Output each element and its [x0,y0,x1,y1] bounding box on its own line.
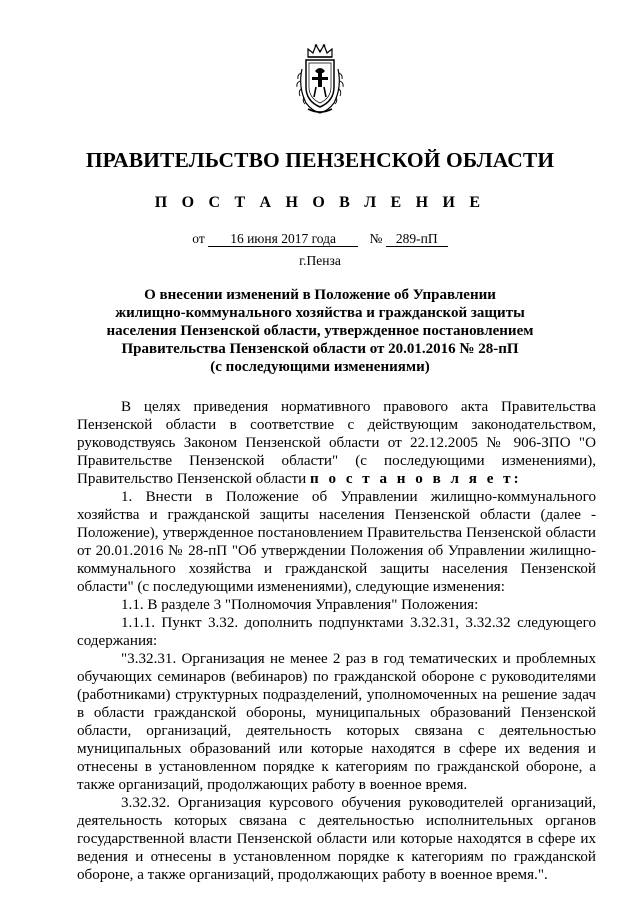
title-line: О внесении изменений в Положение об Управлении [144,287,496,303]
document-title [100,286,540,376]
title-line: (с последующими изменениями) [210,359,430,375]
resolves-word: п о с т а н о в л я е т: [310,471,522,487]
paragraph: 3.32.32. Организация курсового обучения руководителей организаций, деятельность которых связана с деятельностью исполнительных органов государственной власти Пензенской области или которые находятся в сфере их ведения и отнесены в установленном порядке к категориям по гражданской обороне, а также организаций, продолжающих работу в военное время.". [77,795,596,883]
title-line: Правительства Пензенской области от 20.01.2016 № 28-пП [121,341,519,357]
paragraph: 1.1. В разделе 3 "Полномочия Управления" Положения: [121,597,479,613]
title-line: жилищно-коммунального хозяйства и гражданской защиты [115,305,525,321]
document-date: 16 июня 2017 года [208,232,358,247]
document-number: 289-пП [386,232,448,247]
title-line: населения Пензенской области, утвержденное постановлением [106,323,534,339]
coat-of-arms-emblem [294,43,346,115]
date-number-line [0,231,640,247]
date-prefix: от [192,231,205,246]
paragraph: "3.32.31. Организация не менее 2 раз в год тематических и проблемных обучающих семинаров (вебинаров) по гражданской обороне с руководителями (работниками) структурных подразделений, уполномоченных на решение задач в области гражданской обороны, муниципальных образований Пензенской области, организаций, деятельность которых связана с деятельностью муниципальных образований или которые находятся в сфере их ведения и отнесены в установленном порядке к категориям по гражданской обороне, а также организаций, продолжающих работу в военное время. [77,651,596,793]
document-type: П О С Т А Н О В Л Е Н И Е [154,194,486,211]
city: г.Пенза [299,253,341,268]
organization-name: ПРАВИТЕЛЬСТВО ПЕНЗЕНСКОЙ ОБЛАСТИ [85,148,555,172]
paragraph: 1. Внести в Положение об Управлении жилищно-коммунального хозяйства и гражданской защиты населения Пензенской области (далее - Положение), утвержденное постановлением Правительства Пензенской области от 20.01.2016 № 28-пП "Об утверждении Положения об Управлении жилищно-коммунального хозяйства и гражданской защиты населения Пензенской области" (с последующими изменениями), следующие изменения: [77,489,596,595]
number-prefix: № [369,231,383,246]
preamble-text: В целях приведения нормативного правового акта Правительства Пензенской области в соответствие с действующим законодательством, руководствуясь Законом Пензенской области от 22.12.2005 № 906-ЗПО "О Правительстве Пензенской области" (с последующими изменениями), Правительство Пензенской области [77,399,596,487]
document-body [77,398,596,884]
paragraph-preamble [77,398,596,488]
paragraph: 1.1.1. Пункт 3.32. дополнить подпунктами 3.32.31, 3.32.32 следующего содержания: [77,615,596,649]
